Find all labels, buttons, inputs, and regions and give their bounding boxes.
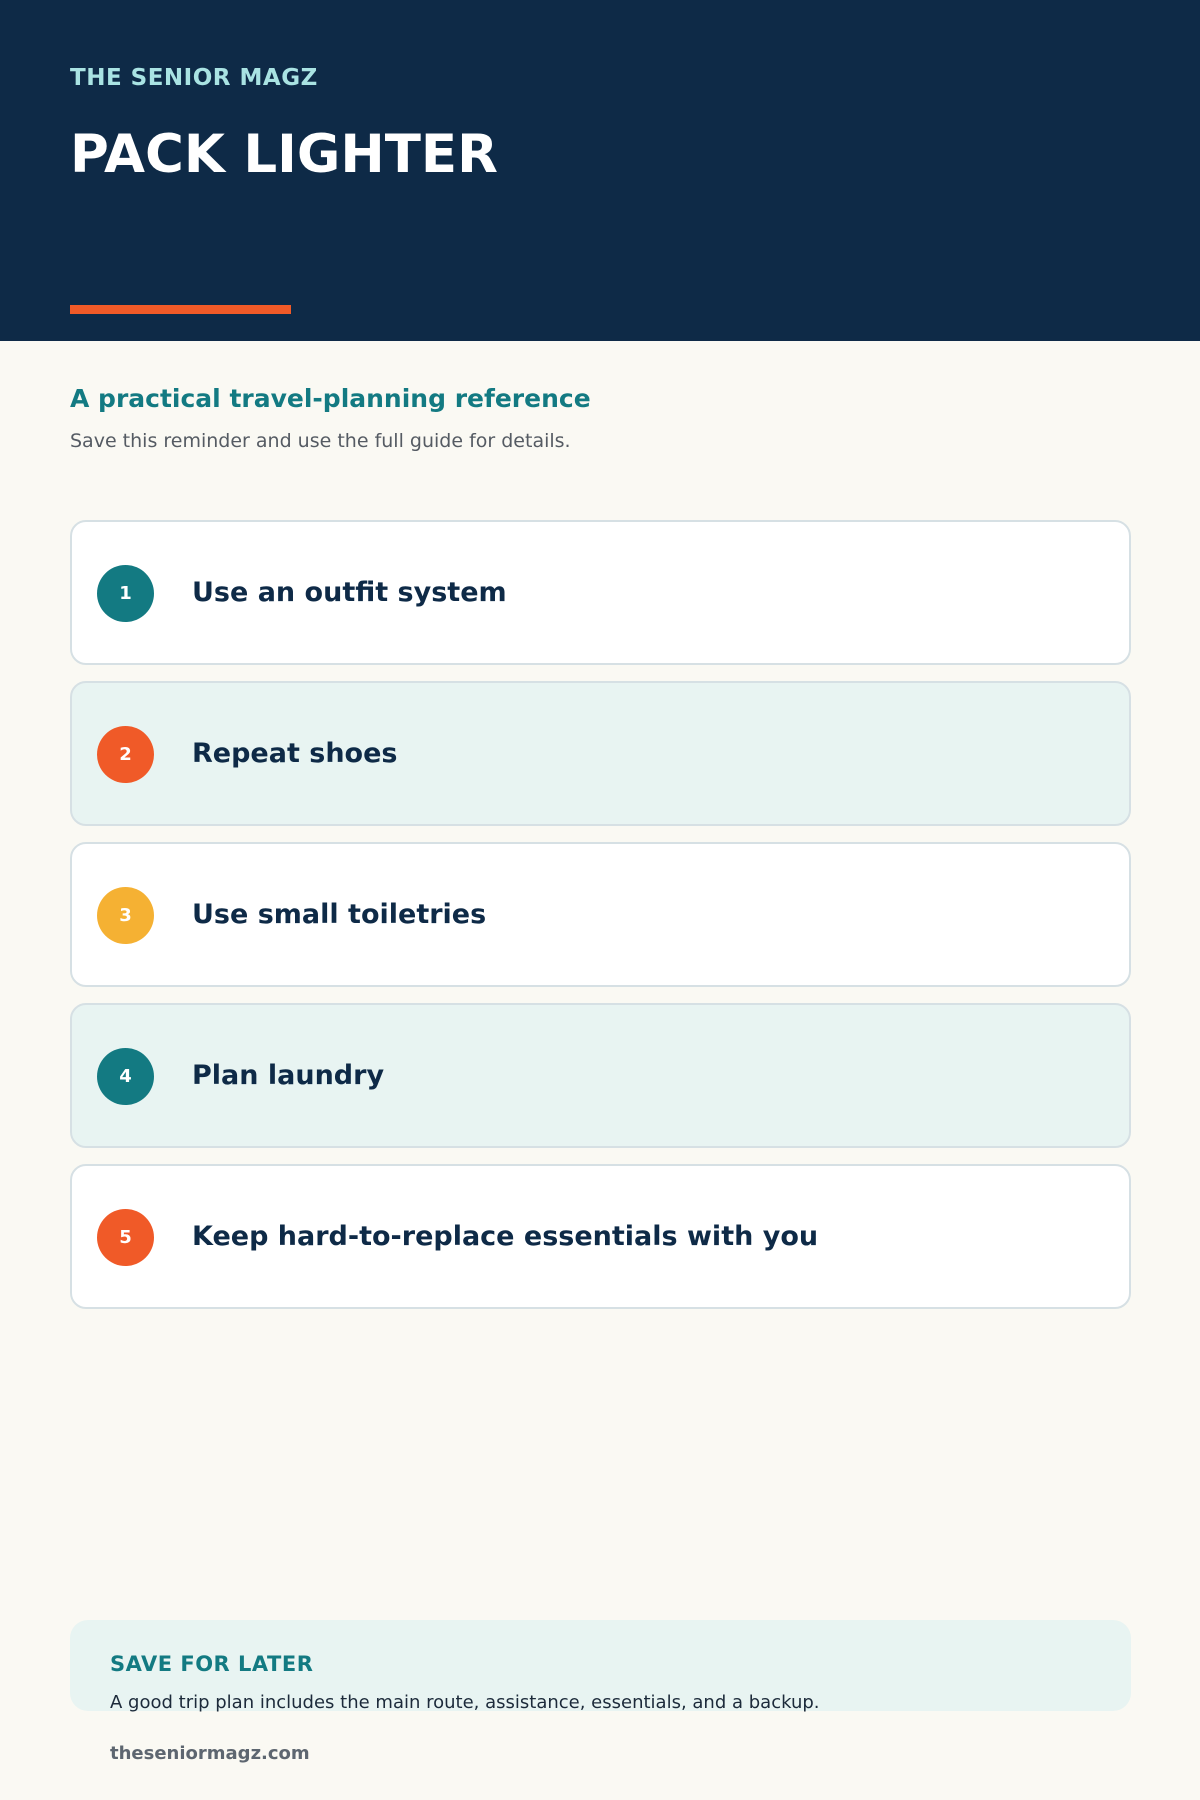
subtitle: A practical travel-planning reference [70,384,591,413]
list-item [70,842,1131,987]
brand-name: THE SENIOR MAGZ [70,65,318,91]
list-item-text: Repeat shoes [192,738,398,769]
list-item [70,681,1131,826]
step-number-badge: 5 [97,1209,154,1266]
list-item [70,520,1131,665]
tips-list [70,520,1131,1325]
intro-text: Save this reminder and use the full guide for details. [70,430,571,452]
list-item-text: Keep hard-to-replace essentials with you [192,1221,819,1252]
accent-bar [70,305,291,314]
site-url: theseniormagz.com [110,1743,310,1764]
list-item-text: Use small toiletries [192,899,487,930]
step-number-badge: 2 [97,726,154,783]
save-for-later-text: A good trip plan includes the main route, assistance, essentials, and a backup. [110,1692,820,1713]
list-item-text: Use an outfit system [192,577,507,608]
list-item [70,1003,1131,1148]
list-item [70,1164,1131,1309]
list-item-text: Plan laundry [192,1060,385,1091]
page-title: PACK LIGHTER [70,124,498,185]
save-for-later-title: SAVE FOR LATER [110,1652,314,1676]
header-banner [0,0,1200,341]
step-number-badge: 4 [97,1048,154,1105]
step-number-badge: 3 [97,887,154,944]
step-number-badge: 1 [97,565,154,622]
